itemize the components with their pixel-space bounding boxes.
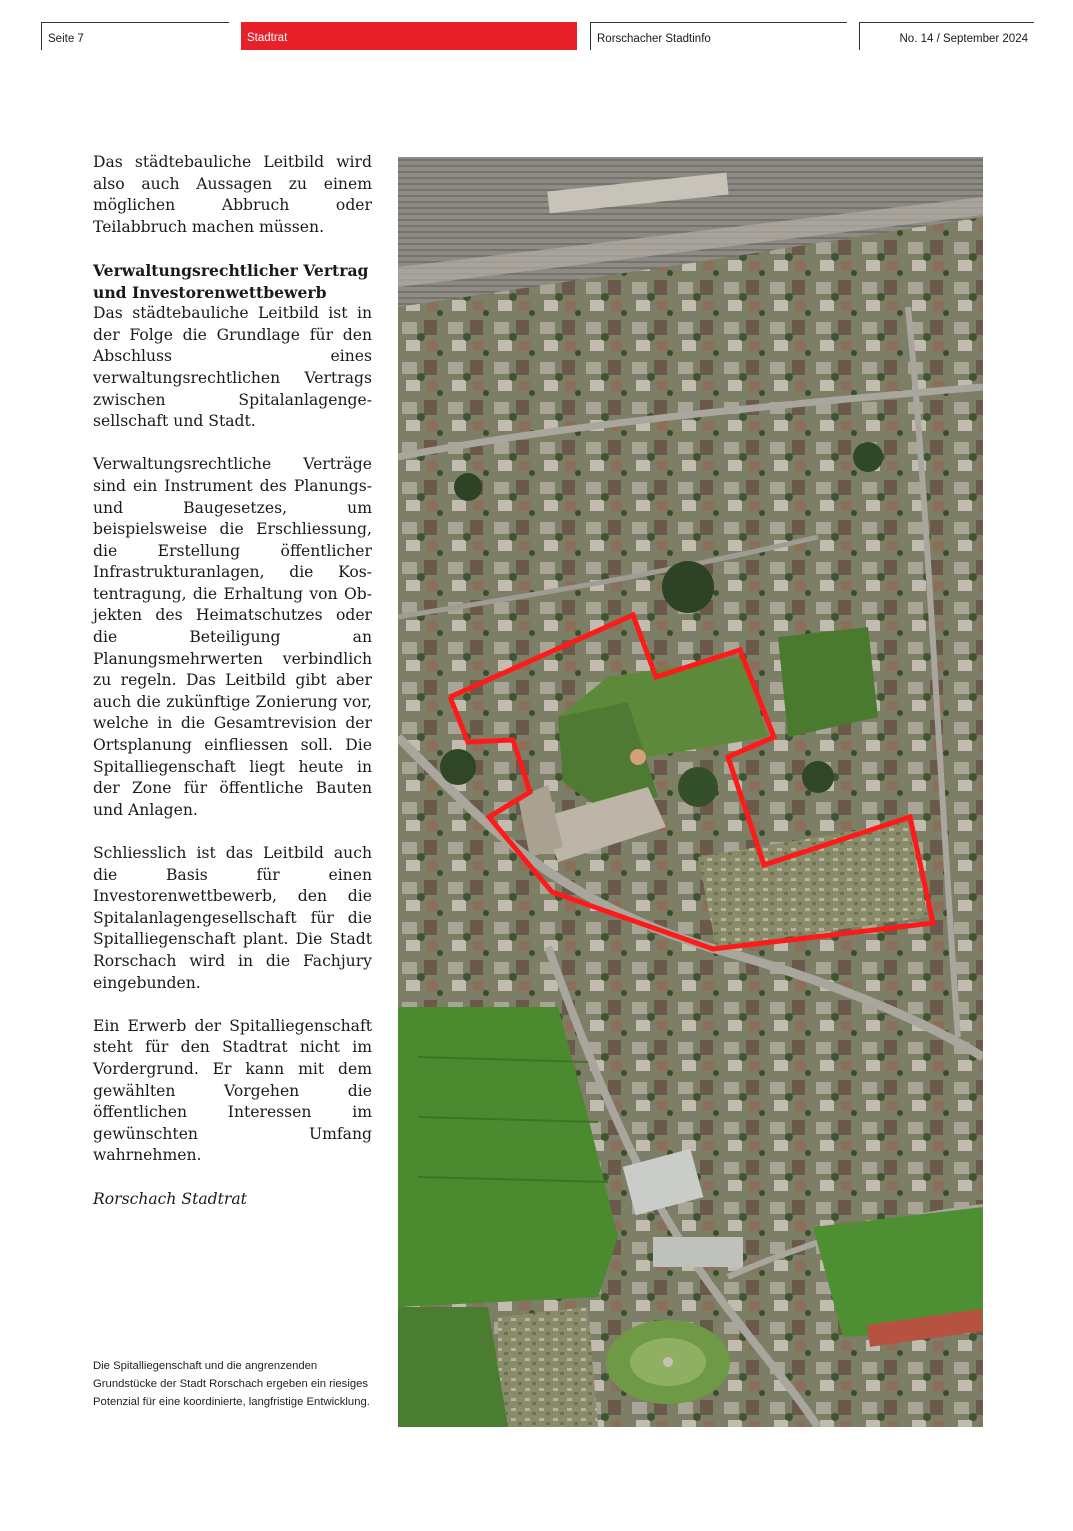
section-heading — [93, 260, 372, 303]
paragraph-1: Das städtebauliche Leitbild wird also auch Aussagen zu einem möglichen Abbruch oder Teilabbruch machen müssen. — [93, 153, 372, 236]
photo-caption: Die Spitalliegenschaft und die angrenzenden Grundstücke der Stadt Rorschach ergeben ein riesiges Potenzial für eine koordinierte, langfristige Entwicklung. — [93, 1360, 370, 1408]
heading-line-2: und Investorenwettbewerb — [93, 282, 327, 302]
signature: Rorschach Stadtrat — [93, 1189, 247, 1208]
section-label: Stadtrat — [241, 22, 577, 50]
aerial-photo — [398, 157, 983, 1427]
paragraph-4: Schliesslich ist das Leitbild auch die Basis für einen Investorenwettbewerb, den die Spitalanlagengesellschaft für die Spitalliegenschaft plant. Die Stadt Rorschach wird in die Fachjury eingebunden. — [93, 844, 372, 992]
paragraph-5: Ein Erwerb der Spitalliegenschaft steht für den Stadtrat nicht im Vordergrund. Er kann mit dem gewählten Vorgehen die öffentlichen Interessen im gewünschten Umfang wahrnehmen. — [93, 1016, 372, 1165]
issue-label: No. 14 / September 2024 — [859, 22, 1034, 50]
page-number: Seite 7 — [41, 22, 229, 50]
publication-name: Rorschacher Stadtinfo — [590, 22, 847, 50]
article-column — [93, 152, 372, 1232]
paragraph-3: Verwaltungsrechtliche Verträge sind ein Instrument des Planungs- und Baugesetzes, um beispielsweise die Erschliessung, die Erstellung öffentlicher Infrastrukturanlagen, die Kostentragung, die Erhaltung von Objekten des Heimatschutzes oder die Beteiligung an Planungsmehrwerten verbindlich zu regeln. Das Leitbild gibt aber auch die zukünftige Zonierung vor, welche in die Gesamtrevision der Ortsplanung einfliessen soll. Die Spitalliegenschaft liegt heute in der Zone für öffentliche Bauten und Anlagen. — [93, 455, 372, 819]
paragraph-2: Das städtebauliche Leitbild ist in der Folge die Grundlage für den Abschluss eines verwaltungsrechtlichen Vertrags zwischen Spitalanlagengesellschaft und Stadt. — [93, 304, 372, 431]
heading-line-1: Verwaltungsrechtlicher Vertrag — [93, 260, 369, 280]
